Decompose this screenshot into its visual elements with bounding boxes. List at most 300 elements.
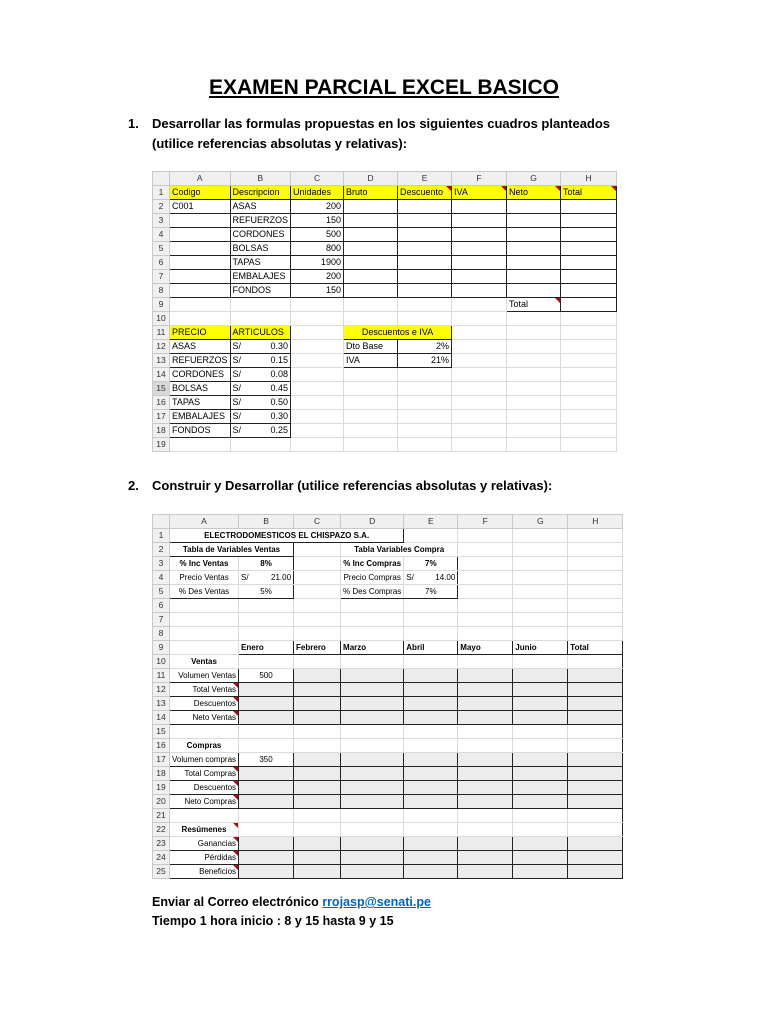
cell[interactable] — [398, 396, 452, 410]
cell[interactable] — [294, 543, 341, 557]
column-header[interactable]: H — [568, 515, 623, 529]
cell[interactable] — [398, 424, 452, 438]
cell[interactable] — [341, 823, 404, 837]
cell[interactable]: % Des Compras — [341, 585, 404, 599]
cell[interactable]: Descuento — [398, 186, 452, 200]
cell[interactable]: REFUERZOS — [230, 214, 291, 228]
cell[interactable] — [404, 767, 458, 781]
cell[interactable]: % Des Ventas — [170, 585, 239, 599]
cell[interactable] — [404, 599, 458, 613]
cell[interactable]: Beneficios — [170, 865, 239, 879]
cell[interactable]: C001 — [170, 200, 231, 214]
section-label[interactable]: Compras — [170, 739, 239, 753]
cell[interactable] — [344, 200, 398, 214]
cell[interactable] — [568, 739, 623, 753]
cell[interactable] — [398, 242, 452, 256]
cell[interactable]: 150 — [291, 214, 344, 228]
cell[interactable] — [239, 697, 294, 711]
cell[interactable] — [344, 312, 398, 326]
cell[interactable]: 21% — [398, 354, 452, 368]
cell[interactable] — [513, 795, 568, 809]
cell[interactable]: Unidades — [291, 186, 344, 200]
column-header[interactable]: D — [341, 515, 404, 529]
cell[interactable] — [291, 410, 344, 424]
cell[interactable] — [341, 697, 404, 711]
cell[interactable] — [458, 851, 513, 865]
section-label[interactable]: Resúmenes — [170, 823, 239, 837]
cell[interactable] — [507, 326, 561, 340]
cell[interactable] — [561, 410, 617, 424]
cell[interactable] — [561, 298, 617, 312]
cell[interactable] — [341, 739, 404, 753]
cell[interactable]: Total — [561, 186, 617, 200]
row-number[interactable]: 2 — [153, 543, 170, 557]
cell[interactable] — [568, 683, 623, 697]
cell[interactable] — [513, 809, 568, 823]
cell[interactable]: 150 — [291, 284, 344, 298]
row-number[interactable]: 13 — [153, 354, 170, 368]
row-number[interactable]: 3 — [153, 557, 170, 571]
cell[interactable] — [294, 823, 341, 837]
cell[interactable] — [404, 711, 458, 725]
cell[interactable] — [452, 214, 507, 228]
cell[interactable] — [404, 837, 458, 851]
cell[interactable] — [170, 627, 239, 641]
cell[interactable] — [341, 753, 404, 767]
cell[interactable]: 8% — [239, 557, 294, 571]
cell[interactable]: % Inc Ventas — [170, 557, 239, 571]
row-number[interactable]: 21 — [153, 809, 170, 823]
cell[interactable] — [507, 354, 561, 368]
cell[interactable]: % Inc Compras — [341, 557, 404, 571]
cell[interactable] — [452, 256, 507, 270]
cell[interactable] — [344, 410, 398, 424]
cell[interactable] — [458, 543, 513, 557]
row-number[interactable]: 13 — [153, 697, 170, 711]
column-header[interactable]: F — [458, 515, 513, 529]
cell[interactable] — [294, 613, 341, 627]
cell[interactable]: TAPAS — [230, 256, 291, 270]
cell[interactable] — [291, 438, 344, 452]
cell[interactable] — [294, 585, 341, 599]
cell[interactable] — [239, 739, 294, 753]
column-header[interactable]: A — [170, 515, 239, 529]
row-number[interactable]: 24 — [153, 851, 170, 865]
cell[interactable] — [513, 599, 568, 613]
cell[interactable] — [344, 382, 398, 396]
cell[interactable] — [294, 683, 341, 697]
row-number[interactable]: 11 — [153, 326, 170, 340]
company-title[interactable]: ELECTRODOMESTICOS EL CHISPAZO S.A. — [170, 529, 404, 543]
cell[interactable] — [341, 655, 404, 669]
row-number[interactable]: 9 — [153, 641, 170, 655]
cell[interactable]: Precio Ventas — [170, 571, 239, 585]
cell[interactable] — [452, 424, 507, 438]
cell[interactable] — [230, 312, 291, 326]
cell[interactable] — [404, 627, 458, 641]
cell[interactable]: Neto Ventas — [170, 711, 239, 725]
cell[interactable]: 2% — [398, 340, 452, 354]
row-number[interactable]: 3 — [153, 214, 170, 228]
cell[interactable] — [507, 382, 561, 396]
cell[interactable] — [513, 585, 568, 599]
cell[interactable] — [568, 823, 623, 837]
cell[interactable] — [344, 284, 398, 298]
cell[interactable] — [170, 725, 239, 739]
month-header[interactable]: Enero — [239, 641, 294, 655]
row-number[interactable]: 1 — [153, 186, 170, 200]
cell[interactable]: 200 — [291, 200, 344, 214]
cell[interactable] — [170, 214, 231, 228]
cell[interactable] — [568, 837, 623, 851]
spreadsheet-2[interactable] — [152, 514, 623, 879]
cell[interactable] — [404, 851, 458, 865]
cell[interactable] — [513, 767, 568, 781]
cell[interactable] — [458, 613, 513, 627]
cell[interactable] — [404, 529, 458, 543]
cell[interactable] — [230, 396, 291, 410]
row-number[interactable]: 11 — [153, 669, 170, 683]
cell[interactable] — [561, 354, 617, 368]
cell[interactable] — [458, 669, 513, 683]
cell[interactable]: Neto Compras — [170, 795, 239, 809]
cell[interactable] — [239, 823, 294, 837]
cell[interactable] — [452, 200, 507, 214]
cell[interactable] — [452, 228, 507, 242]
cell[interactable] — [291, 340, 344, 354]
cell[interactable] — [513, 781, 568, 795]
cell[interactable] — [398, 270, 452, 284]
cell[interactable]: 1900 — [291, 256, 344, 270]
row-number[interactable]: 10 — [153, 312, 170, 326]
cell[interactable] — [458, 795, 513, 809]
cell[interactable] — [458, 739, 513, 753]
cell[interactable] — [291, 396, 344, 410]
cell[interactable] — [404, 697, 458, 711]
cell[interactable]: CORDONES — [170, 368, 231, 382]
cell[interactable] — [344, 438, 398, 452]
row-number[interactable]: 4 — [153, 228, 170, 242]
cell[interactable] — [568, 557, 623, 571]
cell[interactable] — [507, 228, 561, 242]
cell[interactable] — [507, 270, 561, 284]
cell[interactable] — [239, 599, 294, 613]
row-number[interactable]: 16 — [153, 739, 170, 753]
cell[interactable] — [344, 298, 398, 312]
cell[interactable]: CORDONES — [230, 228, 291, 242]
cell[interactable] — [561, 368, 617, 382]
cell[interactable] — [513, 697, 568, 711]
cell[interactable] — [458, 725, 513, 739]
cell[interactable]: 500 — [239, 669, 294, 683]
cell[interactable] — [398, 410, 452, 424]
cell[interactable] — [561, 200, 617, 214]
cell[interactable] — [341, 613, 404, 627]
email-link[interactable]: rrojasp@senati.pe — [322, 895, 431, 909]
cell[interactable] — [452, 438, 507, 452]
cell[interactable] — [561, 214, 617, 228]
cell[interactable] — [458, 599, 513, 613]
cell[interactable] — [398, 214, 452, 228]
cell[interactable]: BOLSAS — [230, 242, 291, 256]
cell[interactable] — [404, 613, 458, 627]
section-label[interactable]: Ventas — [170, 655, 239, 669]
row-number[interactable]: 16 — [153, 396, 170, 410]
cell[interactable] — [452, 270, 507, 284]
cell[interactable] — [341, 683, 404, 697]
cell[interactable] — [344, 424, 398, 438]
cell[interactable] — [507, 368, 561, 382]
row-number[interactable]: 14 — [153, 368, 170, 382]
cell[interactable] — [561, 326, 617, 340]
cell[interactable] — [458, 711, 513, 725]
cell[interactable] — [341, 669, 404, 683]
cell[interactable] — [294, 795, 341, 809]
cell[interactable] — [398, 200, 452, 214]
row-number[interactable]: 4 — [153, 571, 170, 585]
cell[interactable] — [294, 809, 341, 823]
column-header[interactable]: C — [294, 515, 341, 529]
cell[interactable] — [507, 214, 561, 228]
cell[interactable] — [341, 599, 404, 613]
cell[interactable] — [291, 382, 344, 396]
row-number[interactable]: 8 — [153, 284, 170, 298]
cell[interactable] — [507, 438, 561, 452]
cell[interactable] — [294, 865, 341, 879]
cell[interactable] — [513, 529, 568, 543]
row-number[interactable]: 7 — [153, 270, 170, 284]
cell[interactable] — [513, 739, 568, 753]
cell[interactable] — [507, 424, 561, 438]
cell[interactable] — [398, 228, 452, 242]
cell[interactable] — [341, 865, 404, 879]
cell[interactable]: FONDOS — [170, 424, 231, 438]
cell[interactable] — [294, 781, 341, 795]
cell[interactable] — [291, 354, 344, 368]
cell[interactable] — [230, 424, 291, 438]
cell[interactable]: 350 — [239, 753, 294, 767]
cell[interactable] — [507, 340, 561, 354]
row-number[interactable]: 18 — [153, 767, 170, 781]
cell[interactable] — [568, 669, 623, 683]
cell[interactable] — [341, 809, 404, 823]
cell[interactable] — [230, 354, 291, 368]
cell[interactable]: Tabla de Variables Ventas — [170, 543, 294, 557]
cell[interactable]: ARTICULOS — [230, 326, 291, 340]
cell[interactable] — [513, 837, 568, 851]
cell[interactable] — [230, 340, 291, 354]
cell[interactable]: Pérdidas — [170, 851, 239, 865]
cell[interactable] — [239, 655, 294, 669]
cell[interactable] — [398, 256, 452, 270]
cell[interactable] — [561, 270, 617, 284]
cell[interactable] — [513, 655, 568, 669]
row-number[interactable]: 5 — [153, 585, 170, 599]
cell[interactable]: PRECIO — [170, 326, 231, 340]
cell[interactable]: Descuentos — [170, 697, 239, 711]
cell[interactable] — [239, 851, 294, 865]
cell[interactable] — [398, 382, 452, 396]
cell[interactable] — [404, 655, 458, 669]
cell[interactable] — [291, 424, 344, 438]
cell[interactable]: Volumen Ventas — [170, 669, 239, 683]
month-header[interactable]: Mayo — [458, 641, 513, 655]
cell[interactable] — [458, 585, 513, 599]
cell[interactable] — [294, 557, 341, 571]
cell[interactable]: Descripcion — [230, 186, 291, 200]
cell[interactable] — [239, 809, 294, 823]
cell[interactable] — [404, 809, 458, 823]
month-header[interactable]: Marzo — [341, 641, 404, 655]
select-all-corner[interactable] — [153, 515, 170, 529]
cell[interactable] — [458, 753, 513, 767]
cell[interactable]: Total Ventas — [170, 683, 239, 697]
cell[interactable] — [458, 809, 513, 823]
row-number[interactable]: 7 — [153, 613, 170, 627]
cell[interactable]: Precio Compras — [341, 571, 404, 585]
cell[interactable] — [507, 410, 561, 424]
cell[interactable] — [291, 326, 344, 340]
cell[interactable] — [568, 697, 623, 711]
cell[interactable] — [568, 655, 623, 669]
cell[interactable] — [568, 809, 623, 823]
cell[interactable] — [452, 326, 507, 340]
cell[interactable]: IVA — [452, 186, 507, 200]
cell[interactable] — [452, 284, 507, 298]
cell[interactable] — [230, 438, 291, 452]
column-header[interactable]: F — [452, 172, 507, 186]
row-number[interactable]: 8 — [153, 627, 170, 641]
cell[interactable] — [452, 410, 507, 424]
cell[interactable] — [294, 571, 341, 585]
cell[interactable]: Volumen compras — [170, 753, 239, 767]
cell[interactable] — [458, 697, 513, 711]
cell[interactable] — [561, 396, 617, 410]
row-number[interactable]: 19 — [153, 781, 170, 795]
cell[interactable] — [170, 256, 231, 270]
cell[interactable] — [452, 312, 507, 326]
cell[interactable] — [341, 711, 404, 725]
cell[interactable] — [452, 298, 507, 312]
cell[interactable] — [568, 571, 623, 585]
select-all-corner[interactable] — [153, 172, 170, 186]
cell[interactable]: 200 — [291, 270, 344, 284]
row-number[interactable]: 6 — [153, 599, 170, 613]
cell[interactable] — [398, 368, 452, 382]
column-header[interactable]: H — [561, 172, 617, 186]
cell[interactable] — [170, 228, 231, 242]
cell[interactable]: Descuentos — [170, 781, 239, 795]
cell[interactable] — [170, 270, 231, 284]
cell[interactable] — [239, 627, 294, 641]
cell[interactable] — [513, 711, 568, 725]
cell[interactable] — [561, 284, 617, 298]
cell[interactable] — [170, 599, 239, 613]
cell[interactable] — [341, 767, 404, 781]
cell[interactable] — [507, 396, 561, 410]
cell[interactable] — [239, 711, 294, 725]
cell[interactable] — [568, 711, 623, 725]
cell[interactable]: Dto Base — [344, 340, 398, 354]
cell[interactable] — [561, 424, 617, 438]
cell[interactable] — [561, 256, 617, 270]
cell[interactable] — [170, 438, 231, 452]
cell[interactable] — [239, 613, 294, 627]
cell[interactable] — [568, 529, 623, 543]
cell[interactable] — [404, 669, 458, 683]
cell[interactable] — [294, 739, 341, 753]
cell[interactable]: 7% — [404, 557, 458, 571]
cell[interactable] — [507, 242, 561, 256]
cell[interactable] — [404, 683, 458, 697]
row-number[interactable]: 12 — [153, 683, 170, 697]
cell[interactable]: IVA — [344, 354, 398, 368]
cell[interactable] — [452, 340, 507, 354]
cell[interactable] — [294, 669, 341, 683]
cell[interactable] — [404, 725, 458, 739]
cell[interactable] — [341, 627, 404, 641]
cell[interactable] — [344, 214, 398, 228]
cell[interactable]: TAPAS — [170, 396, 231, 410]
cell[interactable] — [291, 312, 344, 326]
cell[interactable]: Tabla Variables Compra — [341, 543, 458, 557]
row-number[interactable]: 17 — [153, 410, 170, 424]
cell[interactable] — [398, 312, 452, 326]
cell[interactable] — [170, 809, 239, 823]
cell[interactable] — [458, 529, 513, 543]
cell[interactable] — [239, 725, 294, 739]
cell[interactable] — [452, 382, 507, 396]
cell[interactable] — [398, 438, 452, 452]
cell[interactable] — [513, 823, 568, 837]
month-header[interactable]: Junio — [513, 641, 568, 655]
cell[interactable] — [561, 242, 617, 256]
cell[interactable] — [344, 396, 398, 410]
cell[interactable] — [568, 865, 623, 879]
cell[interactable] — [452, 396, 507, 410]
cell[interactable] — [458, 571, 513, 585]
cell[interactable] — [513, 627, 568, 641]
cell[interactable] — [341, 781, 404, 795]
row-number[interactable]: 23 — [153, 837, 170, 851]
cell[interactable]: EMBALAJES — [170, 410, 231, 424]
cell[interactable] — [513, 613, 568, 627]
cell[interactable] — [294, 711, 341, 725]
cell[interactable] — [568, 613, 623, 627]
cell[interactable] — [404, 781, 458, 795]
cell[interactable] — [568, 795, 623, 809]
cell[interactable] — [294, 655, 341, 669]
cell[interactable] — [513, 851, 568, 865]
month-header[interactable]: Febrero — [294, 641, 341, 655]
cell[interactable] — [458, 823, 513, 837]
cell[interactable] — [294, 837, 341, 851]
cell[interactable] — [170, 312, 231, 326]
cell[interactable] — [398, 298, 452, 312]
cell[interactable]: BOLSAS — [170, 382, 231, 396]
cell[interactable]: ASAS — [170, 340, 231, 354]
cell[interactable] — [458, 683, 513, 697]
cell[interactable] — [230, 382, 291, 396]
row-number[interactable]: 2 — [153, 200, 170, 214]
cell[interactable] — [458, 627, 513, 641]
row-number[interactable]: 25 — [153, 865, 170, 879]
cell[interactable] — [239, 795, 294, 809]
row-number[interactable]: 1 — [153, 529, 170, 543]
cell[interactable] — [294, 725, 341, 739]
cell[interactable] — [568, 725, 623, 739]
cell[interactable] — [398, 284, 452, 298]
